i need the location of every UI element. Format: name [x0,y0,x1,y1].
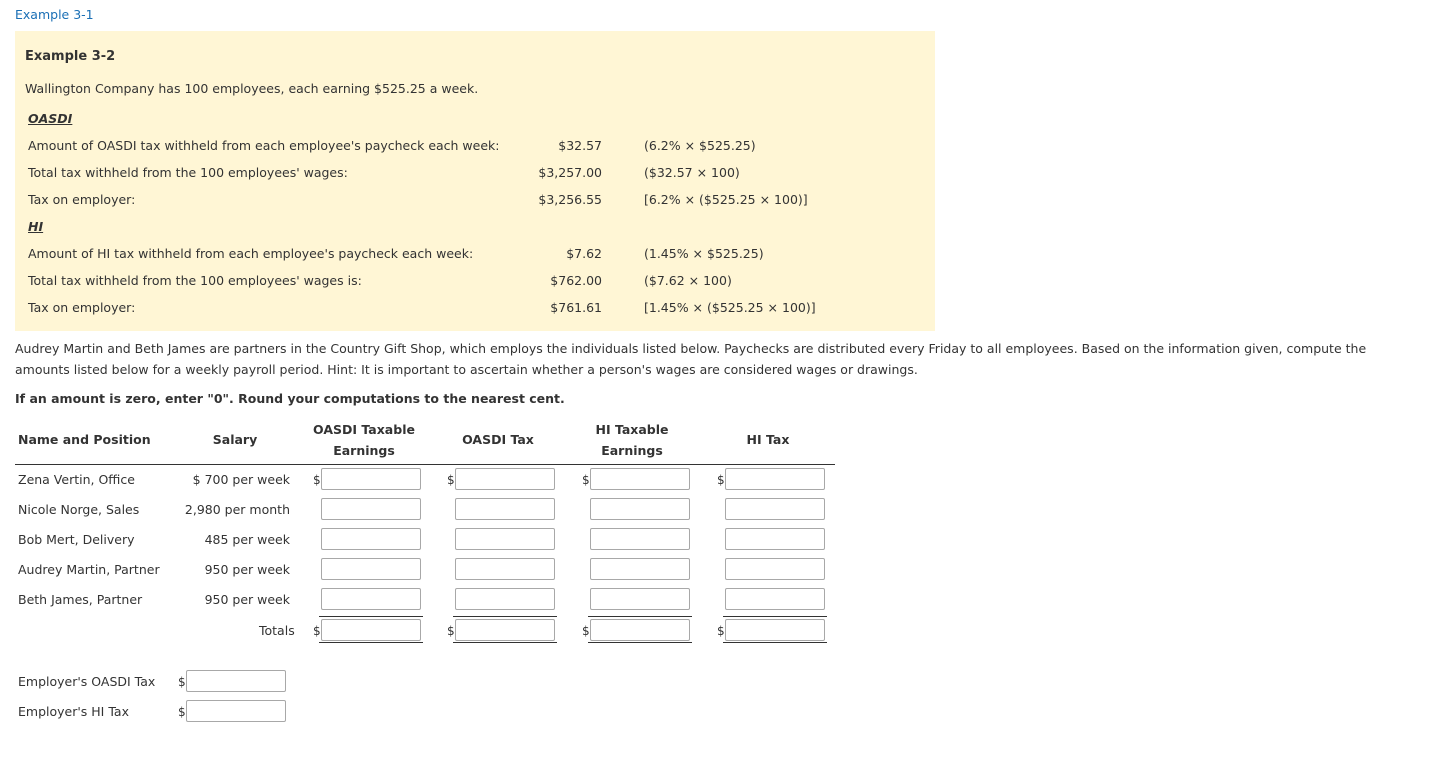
hi-heading: HI [28,219,44,234]
hi-row-amount: $762.00 [550,273,602,288]
oasdi-row-label: Total tax withheld from the 100 employees' wages: [28,165,348,180]
totals-rule [453,616,557,617]
employee-salary: 950 per week [204,592,290,607]
header-salary: Salary [212,432,258,447]
totals-double-rule [723,642,827,643]
hi-taxable-earnings-input[interactable] [590,588,690,610]
employer-hi-tax-input[interactable] [186,700,286,722]
oasdi-taxable-earnings-input[interactable] [321,558,421,580]
totals-rule [319,616,423,617]
hi-tax-input[interactable] [725,558,825,580]
header-oasdi-tax: OASDI Tax [462,432,534,447]
example-3-1-link[interactable]: Example 3-1 [15,7,94,22]
hi-row-note: (1.45% × $525.25) [644,246,764,261]
oasdi-tax-input[interactable] [455,468,555,490]
header-hi-taxable [572,419,692,461]
hi-tax-input[interactable] [725,498,825,520]
currency-symbol: $ [447,624,455,638]
hi-tax-input[interactable] [725,528,825,550]
employer-hi-label: Employer's HI Tax [18,704,129,719]
header-hi-tax: HI Tax [746,432,790,447]
employee-name: Bob Mert, Delivery [18,532,135,547]
oasdi-tax-input[interactable] [455,588,555,610]
oasdi-row-note: (6.2% × $525.25) [644,138,756,153]
hi-row-note: [1.45% × ($525.25 × 100)] [644,300,816,315]
hi-taxable-earnings-input[interactable] [590,528,690,550]
oasdi-row-note: [6.2% × ($525.25 × 100)] [644,192,808,207]
totals-double-rule [453,642,557,643]
total-hi-tax-input[interactable] [725,619,825,641]
currency-symbol: $ [582,624,590,638]
currency-symbol: $ [178,675,186,689]
total-hi-taxable-earnings-input[interactable] [590,619,690,641]
currency-symbol: $ [447,473,455,487]
oasdi-tax-input[interactable] [455,498,555,520]
employee-salary: $ 700 per week [192,472,290,487]
header-rule [15,464,835,465]
hi-taxable-earnings-input[interactable] [590,558,690,580]
totals-double-rule [319,642,423,643]
currency-symbol: $ [178,705,186,719]
oasdi-row-amount: $32.57 [558,138,602,153]
problem-text: Audrey Martin and Beth James are partners in the Country Gift Shop, which employs the individuals listed below. Paychecks are distributed every Friday to all employees. Based on the information given, compute the amounts listed below for a weekly payroll period. Hint: It is important to ascertain whether a person's wages are considered wages or drawings. [15,341,1367,377]
totals-label: Totals [259,623,295,638]
oasdi-tax-input[interactable] [455,558,555,580]
currency-symbol: $ [717,473,725,487]
header-name: Name and Position [18,432,151,447]
employee-salary: 2,980 per month [184,502,290,517]
employee-salary: 485 per week [204,532,290,547]
header-hi-taxable-line1: HI Taxable [595,422,669,437]
example-title: Example 3-2 [25,49,116,64]
header-hi-taxable-line2: Earnings [601,443,663,458]
hi-row-label: Total tax withheld from the 100 employees' wages is: [28,273,362,288]
employee-name: Beth James, Partner [18,592,143,607]
total-oasdi-tax-input[interactable] [455,619,555,641]
hi-row-label: Amount of HI tax withheld from each employee's paycheck each week: [28,246,474,261]
oasdi-row-label: Amount of OASDI tax withheld from each employee's paycheck each week: [28,138,500,153]
oasdi-row-amount: $3,256.55 [538,192,602,207]
hi-row-amount: $761.61 [550,300,602,315]
employee-salary: 950 per week [204,562,290,577]
oasdi-row-amount: $3,257.00 [538,165,602,180]
totals-rule [723,616,827,617]
currency-symbol: $ [313,473,321,487]
currency-symbol: $ [717,624,725,638]
employer-oasdi-label: Employer's OASDI Tax [18,674,156,689]
hi-tax-input[interactable] [725,468,825,490]
totals-rule [588,616,692,617]
oasdi-taxable-earnings-input[interactable] [321,468,421,490]
oasdi-taxable-earnings-input[interactable] [321,498,421,520]
employee-name: Nicole Norge, Sales [18,502,140,517]
example-intro: Wallington Company has 100 employees, each earning $525.25 a week. [25,81,479,96]
hi-taxable-earnings-input[interactable] [590,468,690,490]
hi-tax-input[interactable] [725,588,825,610]
instruction-text: If an amount is zero, enter "0". Round your computations to the nearest cent. [15,391,565,406]
employer-oasdi-tax-input[interactable] [186,670,286,692]
header-oasdi-taxable-line1: OASDI Taxable [313,422,415,437]
header-oasdi-taxable [304,419,424,461]
currency-symbol: $ [313,624,321,638]
total-oasdi-taxable-earnings-input[interactable] [321,619,421,641]
oasdi-heading: OASDI [28,111,73,126]
totals-double-rule [588,642,692,643]
oasdi-taxable-earnings-input[interactable] [321,588,421,610]
hi-row-label: Tax on employer: [28,300,136,315]
hi-row-note: ($7.62 × 100) [644,273,732,288]
oasdi-tax-input[interactable] [455,528,555,550]
oasdi-row-note: ($32.57 × 100) [644,165,740,180]
currency-symbol: $ [582,473,590,487]
example-3-2-panel [15,31,935,331]
hi-taxable-earnings-input[interactable] [590,498,690,520]
header-oasdi-taxable-line2: Earnings [333,443,395,458]
employee-name: Zena Vertin, Office [18,472,135,487]
oasdi-taxable-earnings-input[interactable] [321,528,421,550]
hi-row-amount: $7.62 [566,246,602,261]
employee-name: Audrey Martin, Partner [18,562,160,577]
oasdi-row-label: Tax on employer: [28,192,136,207]
